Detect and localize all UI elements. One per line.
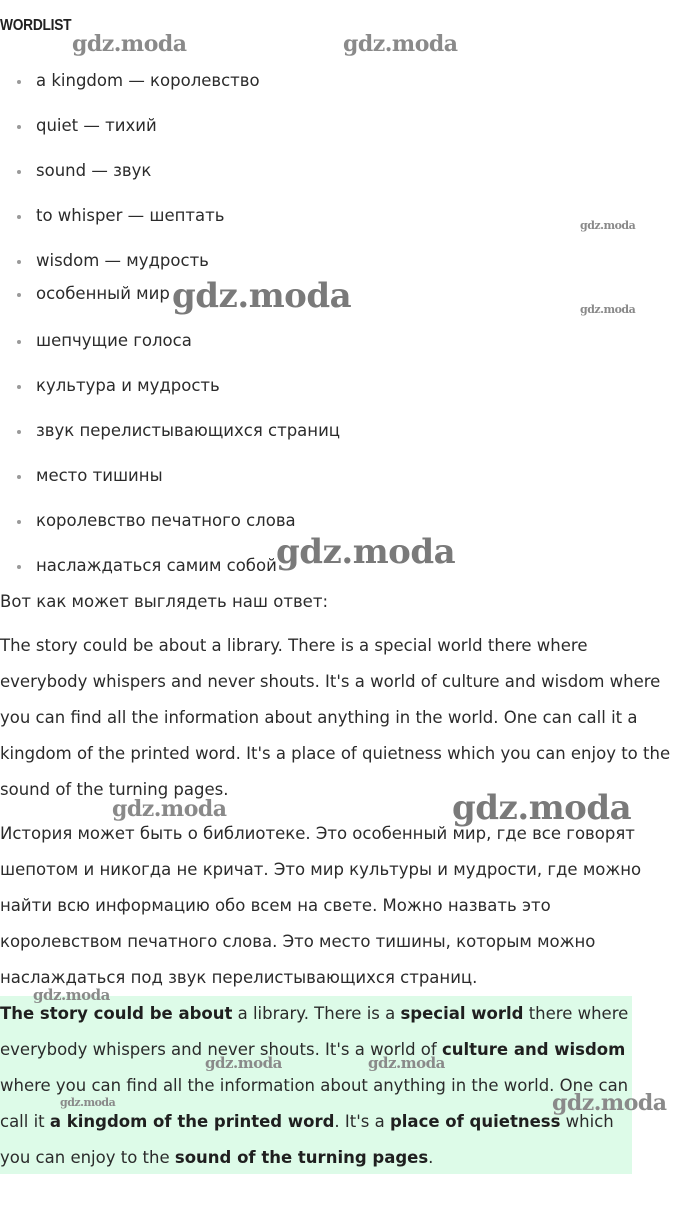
- highlighted-answer-box: [0, 996, 632, 1174]
- watermark: gdz.moda: [580, 303, 636, 316]
- list-item: особенный мир: [0, 276, 680, 311]
- watermark: gdz.moda: [368, 1054, 445, 1072]
- answer-russian: История может быть о библиотеке. Это особенный мир, где все говорят шепотом и никогда не кричат. Это мир культуры и мудрости, где можно найти всю информацию обо всем на свете. Можно назвать это королевством печатного слова. Это место тишины, которым можно наслаждаться под звук перелистывающихся страниц.: [0, 824, 642, 987]
- key-phrase: a kingdom of the printed word: [49, 1112, 335, 1131]
- list-item: quiet — тихий: [0, 103, 680, 148]
- watermark: gdz.moda: [60, 1096, 116, 1109]
- watermark: gdz.moda: [552, 1090, 667, 1116]
- watermark: gdz.moda: [112, 796, 227, 822]
- key-phrase: culture and wisdom: [441, 1040, 626, 1059]
- list-item: место тишины: [0, 453, 680, 498]
- watermark: gdz.moda: [276, 532, 456, 572]
- key-phrase: place of quietness: [389, 1112, 561, 1131]
- list-item: культура и мудрость: [0, 363, 680, 408]
- list-item: звук перелистывающихся страниц: [0, 408, 680, 453]
- list-item: a kingdom — королевство: [0, 58, 680, 103]
- text-segment: a library. There is a: [232, 1004, 401, 1023]
- text-segment: there where everybody whispers and never shouts. It's a world of: [0, 1004, 629, 1059]
- list-item: шепчущие голоса: [0, 318, 680, 363]
- watermark: gdz.moda: [580, 219, 636, 232]
- key-phrase: The story could be about: [0, 1004, 233, 1023]
- list-item: королевство печатного слова: [0, 498, 680, 543]
- watermark: gdz.moda: [172, 276, 352, 316]
- wordlist-heading: WORDLIST: [0, 17, 72, 34]
- text-segment: where you can find all the information about anything in the world. One can call it: [0, 1076, 629, 1131]
- list-item: наслаждаться самим собой: [0, 543, 680, 588]
- watermark: gdz.moda: [205, 1054, 282, 1072]
- key-phrase: special world: [400, 1004, 524, 1023]
- highlighted-answer: [0, 996, 632, 1176]
- list-item: sound — звук: [0, 148, 680, 193]
- watermark: gdz.moda: [343, 31, 458, 57]
- text-segment: . It's a: [334, 1112, 390, 1131]
- list-item: to whisper — шептать: [0, 193, 680, 238]
- watermark: gdz.moda: [72, 31, 187, 57]
- text-segment: which you can enjoy to the: [0, 1112, 614, 1167]
- list-item: wisdom — мудрость: [0, 238, 680, 283]
- watermark: gdz.moda: [33, 986, 110, 1004]
- text-segment: .: [428, 1148, 434, 1167]
- key-phrase: sound of the turning pages: [174, 1148, 429, 1167]
- answer-english: The story could be about a library. There is a special world there where everybody whispers and never shouts. It's a world of culture and wisdom where you can find all the information about anything in the world. One can call it a kingdom of the printed word. It's a place of quietness which you can enjoy to the sound of the turning pages.: [0, 636, 671, 799]
- wordlist: [0, 58, 680, 588]
- watermark: gdz.moda: [452, 788, 632, 828]
- answer-intro: Вот как может выглядеть наш ответ:: [0, 592, 329, 611]
